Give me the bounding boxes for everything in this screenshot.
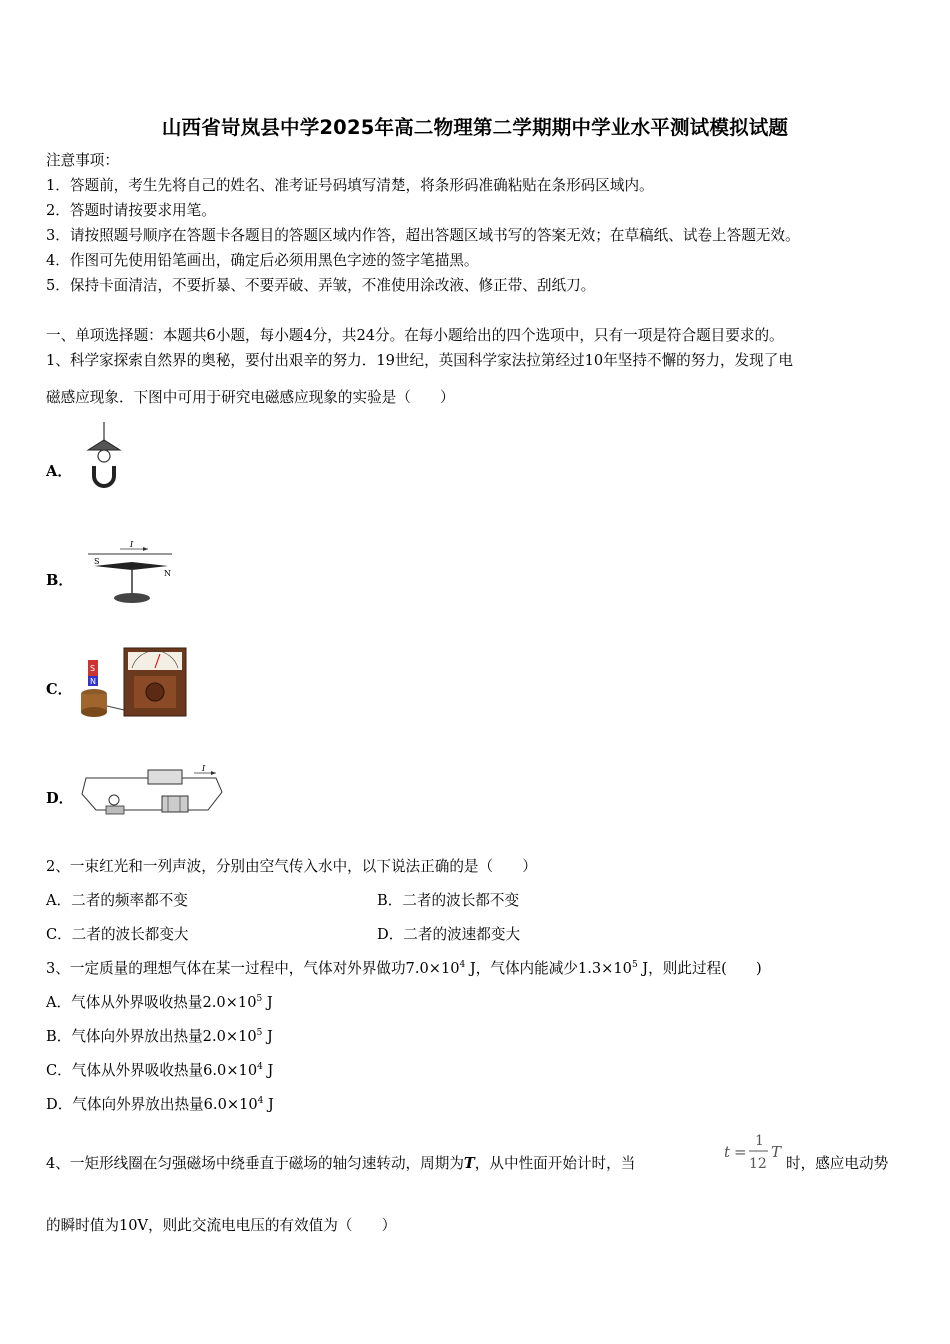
- q2-option-a: A．二者的频率都不变: [46, 892, 188, 909]
- q1-option-d-label: D．: [46, 790, 74, 807]
- q1-figure-c-s-label: S: [90, 664, 96, 673]
- q3-stem-exp2: 5: [631, 960, 638, 971]
- q3-option-a-exp: 5: [256, 994, 263, 1005]
- q1-figure-c-n-label: N: [90, 677, 96, 686]
- notice-item-1: 1．答题前，考生先将自己的姓名、准考证号码填写清楚，将条形码准确粘贴在条形码区域内。: [46, 177, 654, 194]
- notice-item-5: 5．保持卡面清洁，不要折暴、不要弄破、弄皱，不准使用涂改液、修正带、刮纸刀。: [46, 277, 596, 294]
- q3-option-c-exp: 4: [257, 1062, 263, 1073]
- q3-option-a: [46, 993, 273, 1013]
- q1-figure-d-circuit: [76, 762, 228, 822]
- q1-figure-a-lamp-magnet: [78, 420, 134, 490]
- q4-formula-eq: =: [734, 1143, 747, 1161]
- q1-figure-b-n-label: N: [164, 569, 171, 578]
- q3-option-c-unit: J: [262, 1062, 274, 1079]
- q4-stem-part2: ，从中性面开始计时，当: [474, 1155, 636, 1172]
- q3-stem-part1: 3、一定质量的理想气体在某一过程中，气体对外界做功7.0×10: [46, 960, 460, 977]
- q1-figure-b-compass-wire: [80, 538, 180, 608]
- q3-stem-exp1: 4: [459, 960, 466, 971]
- q1-stem-line1: 1、科学家探索自然界的奥秘，要付出艰辛的努力．19世纪，英国科学家法拉第经过10年坚持不懈的努力，发现了电: [46, 352, 793, 369]
- q3-option-c: [46, 1061, 273, 1081]
- notice-item-2: 2．答题时请按要求用笔。: [46, 202, 216, 219]
- q1-stem-line2: 磁感应现象．下图中可用于研究电磁感应现象的实验是（ ）: [46, 389, 455, 406]
- notice-item-3: 3．请按照题号顺序在答题卡各题目的答题区域内作答，超出答题区域书写的答案无效；在草稿纸、试卷上答题无效。: [46, 227, 800, 244]
- q4-period-symbol: T: [463, 1155, 475, 1172]
- q4-stem-part1: 4、一矩形线圈在匀强磁场中绕垂直于磁场的轴匀速转动，周期为: [46, 1155, 464, 1172]
- q3-stem-part2: J，气体内能减少1.3×10: [465, 960, 632, 977]
- q1-option-a-label: A．: [46, 463, 72, 480]
- q3-option-d-exp: 4: [257, 1096, 264, 1107]
- q3-option-c-text: C．气体从外界吸收热量6.0×10: [46, 1062, 258, 1079]
- q3-option-d: [46, 1095, 274, 1115]
- q3-option-b: [46, 1027, 273, 1047]
- notice-item-4: 4．作图可先使用铅笔画出，确定后必须用黑色字迹的签字笔描黑。: [46, 252, 479, 269]
- q4-stem-line2: 的瞬时值为10V，则此交流电电压的有效值为（ ）: [46, 1217, 397, 1234]
- q1-figure-d-current-label: I: [202, 764, 206, 773]
- q4-formula-T: T: [771, 1143, 782, 1161]
- q4-stem-line1: [46, 1154, 635, 1174]
- q2-option-d: D．二者的波速都变大: [377, 926, 521, 943]
- q3-option-d-text: D．气体向外界放出热量6.0×10: [46, 1096, 258, 1113]
- notice-heading: 注意事项：: [46, 152, 119, 169]
- q3-option-d-unit: J: [263, 1096, 274, 1113]
- q4-formula-denominator: 12: [749, 1156, 767, 1172]
- q3-option-b-text: B．气体向外界放出热量2.0×10: [46, 1028, 257, 1045]
- q3-stem-part3: J，则此过程( ): [637, 960, 762, 977]
- q2-option-b: B．二者的波长都不变: [377, 892, 520, 909]
- section-heading: 一、单项选择题：本题共6小题，每小题4分，共24分。在每小题给出的四个选项中，只有一项是符合题目要求的。: [46, 327, 784, 344]
- q1-figure-b-s-label: S: [94, 557, 100, 566]
- q1-option-c-label: C．: [46, 681, 73, 698]
- q3-stem: [46, 959, 762, 979]
- page-title: 山西省岢岚县中学2025年高二物理第二学期期中学业水平测试模拟试题: [161, 116, 789, 139]
- q4-time-formula: [722, 1130, 784, 1174]
- q1-figure-b-current-label: I: [130, 540, 134, 549]
- q4-formula-t: t: [724, 1143, 731, 1161]
- q4-stem-part3: 时，感应电动势: [786, 1155, 889, 1172]
- q3-option-b-exp: 5: [256, 1028, 263, 1039]
- q1-option-b-label: B．: [46, 572, 73, 589]
- q2-stem: 2、一束红光和一列声波，分别由空气传入水中，以下说法正确的是（ ）: [46, 858, 537, 875]
- q1-figure-c-coil-galvanometer: [78, 646, 190, 720]
- q3-option-b-unit: J: [262, 1028, 273, 1045]
- q4-formula-numerator: 1: [755, 1133, 764, 1149]
- q2-option-c: C．二者的波长都变大: [46, 926, 189, 943]
- q3-option-a-unit: J: [262, 994, 273, 1011]
- q3-option-a-text: A．气体从外界吸收热量2.0×10: [46, 994, 257, 1011]
